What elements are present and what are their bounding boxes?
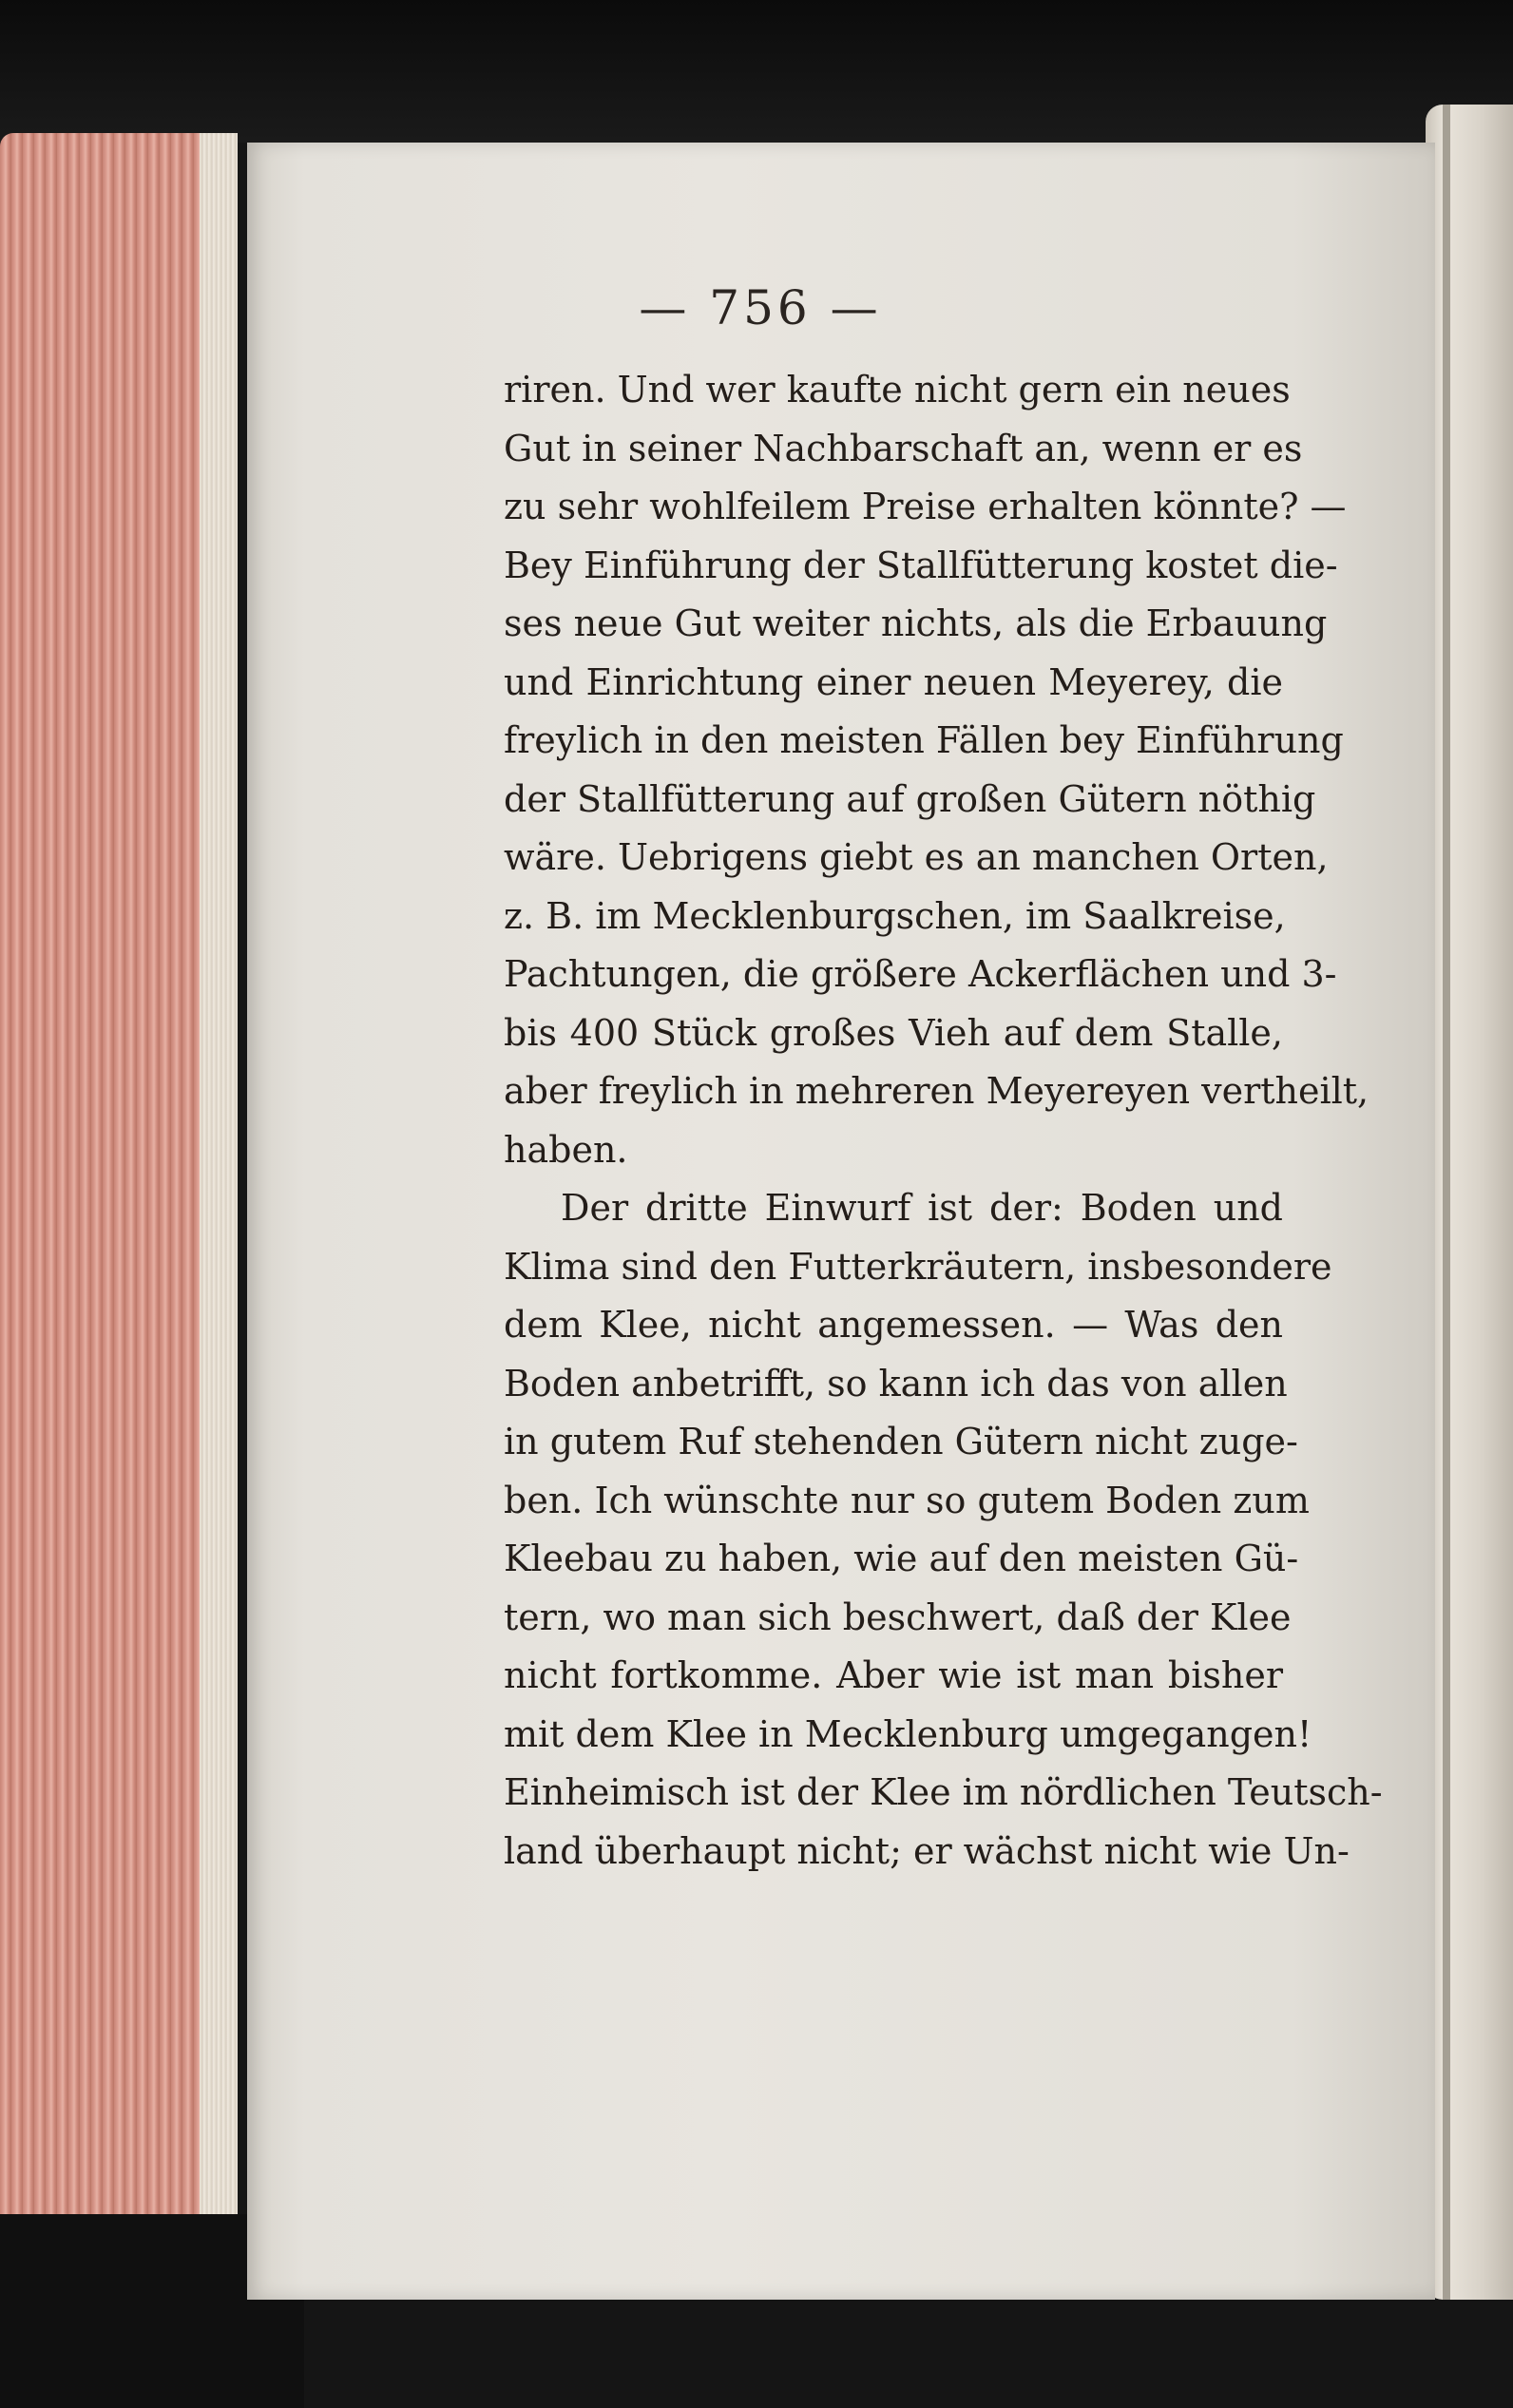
- text-line: aber freylich in mehreren Meyereyen vertheilt,: [504, 1070, 1369, 1112]
- text-line: ses neue Gut weiter nichts, als die Erbauung: [504, 602, 1328, 644]
- text-line: dem Klee, nicht angemessen. — Was den: [504, 1304, 1283, 1346]
- book-page: [247, 143, 1435, 2300]
- page-edges-left: [0, 133, 238, 2262]
- text-line: freylich in den meisten Fällen bey Einführung: [504, 719, 1344, 761]
- text-line: land überhaupt nicht; er wächst nicht wie Un-: [504, 1829, 1350, 1872]
- text-line: und Einrichtung einer neuen Meyerey, die: [504, 660, 1283, 703]
- text-line: Der dritte Einwurf ist der: Boden und: [561, 1187, 1283, 1229]
- background: [0, 0, 1513, 143]
- text-line: wäre. Uebrigens giebt es an manchen Orten,: [504, 836, 1329, 878]
- text-line: mit dem Klee in Mecklenburg umgegangen!: [504, 1712, 1312, 1755]
- text-line: in gutem Ruf stehenden Gütern nicht zuge-: [504, 1421, 1298, 1462]
- text-line: bis 400 Stück großes Vieh auf dem Stalle,: [504, 1011, 1283, 1054]
- page-text: [504, 361, 1383, 1881]
- text-line: z. B. im Mecklenburgschen, im Saalkreise,: [504, 894, 1286, 937]
- text-line: zu sehr wohlfeilem Preise erhalten könnte? —: [504, 486, 1347, 527]
- page-edges-right: [1426, 105, 1513, 2300]
- text-line: Gut in seiner Nachbarschaft an, wenn er es: [504, 427, 1303, 469]
- text-line: tern, wo man sich beschwert, daß der Klee: [504, 1596, 1292, 1638]
- text-line: Klima sind den Futterkräutern, insbesondere: [504, 1245, 1332, 1288]
- text-line: Kleebau zu haben, wie auf den meisten Gü-: [504, 1538, 1299, 1579]
- text-line: ben. Ich wünschte nur so gutem Boden zum: [504, 1479, 1310, 1521]
- text-line: der Stallfütterung auf großen Gütern nöthig: [504, 777, 1316, 820]
- text-line: nicht fortkomme. Aber wie ist man bisher: [504, 1654, 1283, 1696]
- text-line: Boden anbetrifft, so kann ich das von allen: [504, 1362, 1288, 1405]
- text-line: riren. Und wer kaufte nicht gern ein neues: [504, 369, 1291, 411]
- text-line: haben.: [504, 1128, 628, 1171]
- text-line: Einheimisch ist der Klee im nördlichen Teutsch-: [504, 1771, 1383, 1813]
- text-line: Bey Einführung der Stallfütterung kostet die-: [504, 544, 1338, 586]
- page-number: — 756 —: [639, 280, 882, 335]
- text-line: Pachtungen, die größere Ackerflächen und 3-: [504, 953, 1337, 995]
